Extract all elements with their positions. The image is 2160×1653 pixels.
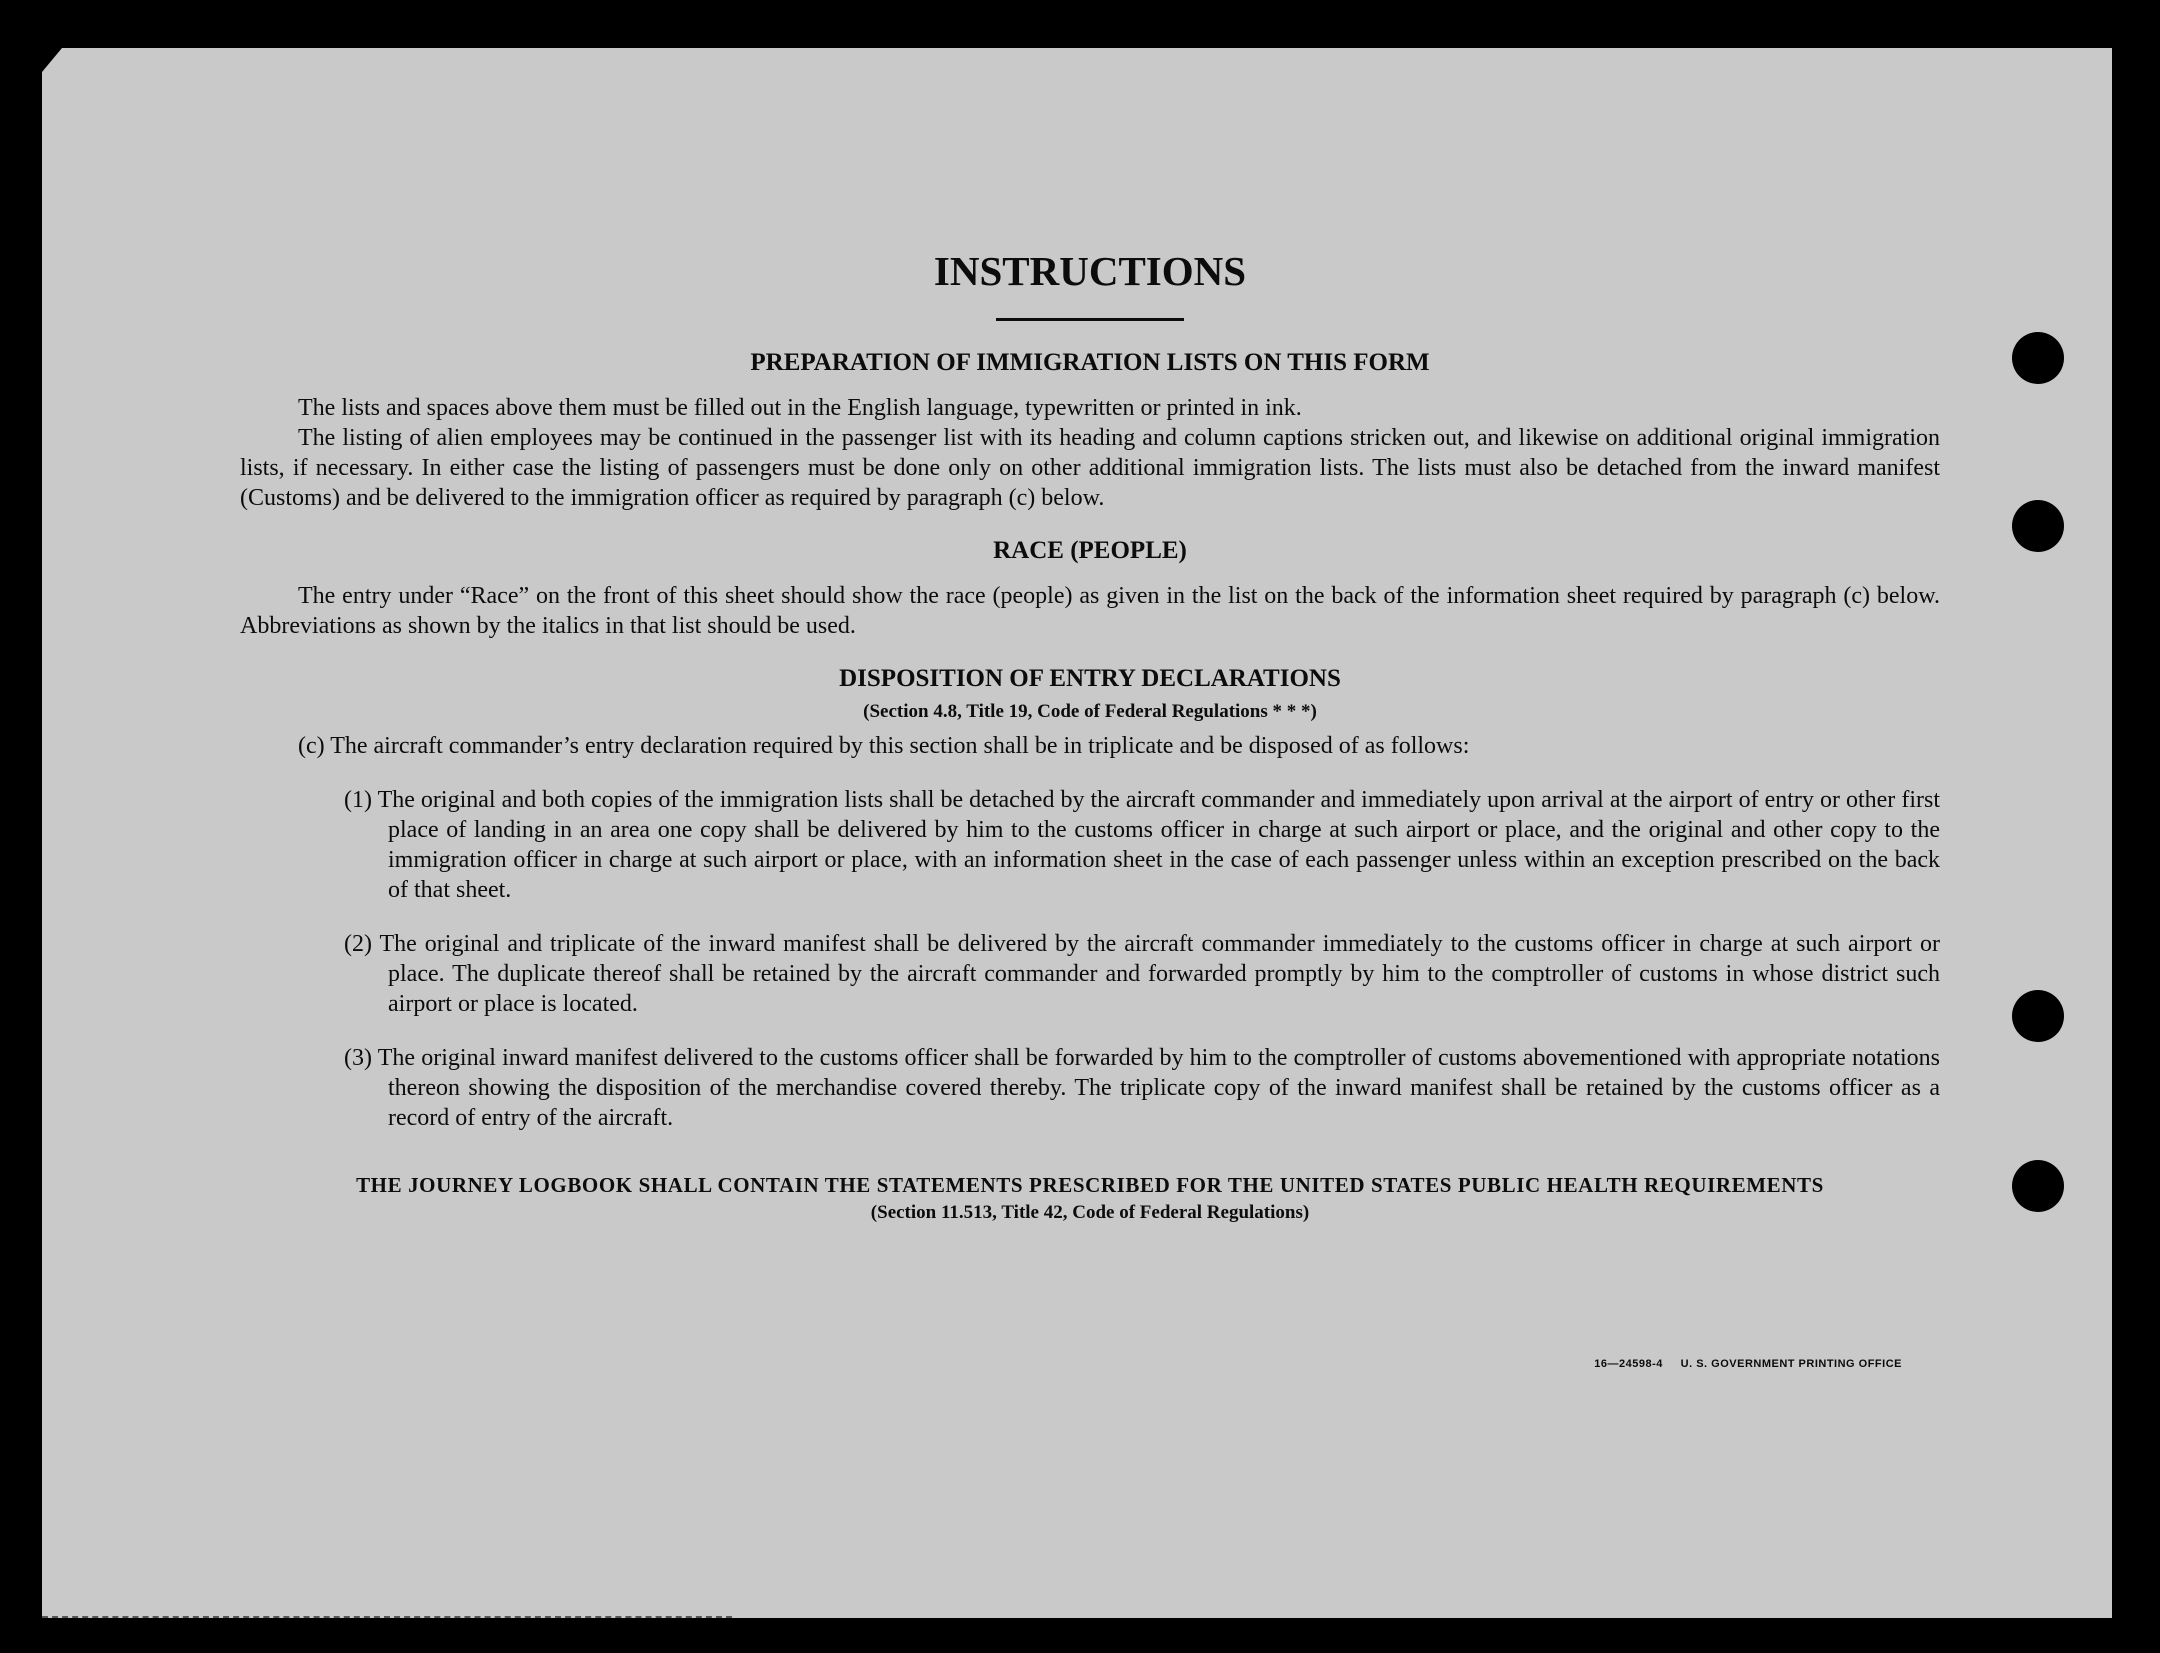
preparation-paragraph-1: The lists and spaces above them must be filled out in the English language, typewritten or printed in ink. <box>298 395 1302 421</box>
disposition-heading: DISPOSITION OF ENTRY DECLARATIONS <box>839 665 1341 692</box>
print-code: 16—24598-4 U. S. GOVERNMENT PRINTING OFFICE <box>1594 1358 1902 1370</box>
punch-hole <box>2012 990 2064 1042</box>
page-title: INSTRUCTIONS <box>933 248 1247 294</box>
disposition-citation: (Section 4.8, Title 19, Code of Federal Regulations * * *) <box>863 701 1317 722</box>
torn-edge <box>42 1616 732 1618</box>
preparation-heading: PREPARATION OF IMMIGRATION LISTS ON THIS FORM <box>750 349 1430 376</box>
disposition-item-2: (2) The original and triplicate of the inward manifest shall be delivered by the aircraft commander immediately to the customs officer in charge at such airport or place. The duplicate thereof shall be retained by the aircraft commander and forwarded promptly by him to the comptroller of customs in whose district such airport or place is located. <box>344 931 1940 1017</box>
punch-hole <box>2012 500 2064 552</box>
title-rule <box>996 318 1184 321</box>
race-paragraph: The entry under “Race” on the front of this sheet should show the race (people) as given in the list on the back of the information sheet required by paragraph (c) below. Abbreviations as shown by the italics in that list should be used. <box>240 583 1940 639</box>
public-health-citation: (Section 11.513, Title 42, Code of Federal Regulations) <box>870 1202 1310 1223</box>
punch-hole <box>2012 1160 2064 1212</box>
preparation-paragraph-2: The listing of alien employees may be continued in the passenger list with its heading and column captions stricken out, and likewise on additional original immigration lists, if necessary. In either case the listing of passengers must be done only on other additional immigration lists. The lists must also be detached from the inward manifest (Customs) and be delivered to the immigration officer as required by paragraph (c) below. <box>240 425 1940 511</box>
disposition-item-3: (3) The original inward manifest delivered to the customs officer shall be forwarded by him to the comptroller of customs abovementioned with appropriate notations thereon showing the disposition of the merchandise covered thereby. The triplicate copy of the inward manifest shall be retained by the customs officer as a record of entry of the aircraft. <box>344 1045 1940 1131</box>
instructions-body <box>240 248 1940 1370</box>
disposition-intro: (c) The aircraft commander’s entry declaration required by this section shall be in triplicate and be disposed of as follows: <box>298 733 1470 759</box>
public-health-notice: THE JOURNEY LOGBOOK SHALL CONTAIN THE STATEMENTS PRESCRIBED FOR THE UNITED STATES PUBLIC HEALTH REQUIREMENTS <box>356 1173 1824 1197</box>
punch-hole <box>2012 332 2064 384</box>
race-heading: RACE (PEOPLE) <box>993 537 1187 564</box>
disposition-item-1: (1) The original and both copies of the immigration lists shall be detached by the aircraft commander and immediately upon arrival at the airport of entry or other first place of landing in an area one copy shall be delivered by him to the customs officer in charge at such airport or place, and the original and other copy to the immigration officer in charge at such airport or place, with an information sheet in the case of each passenger unless within an exception prescribed on the back of that sheet. <box>344 787 1940 903</box>
